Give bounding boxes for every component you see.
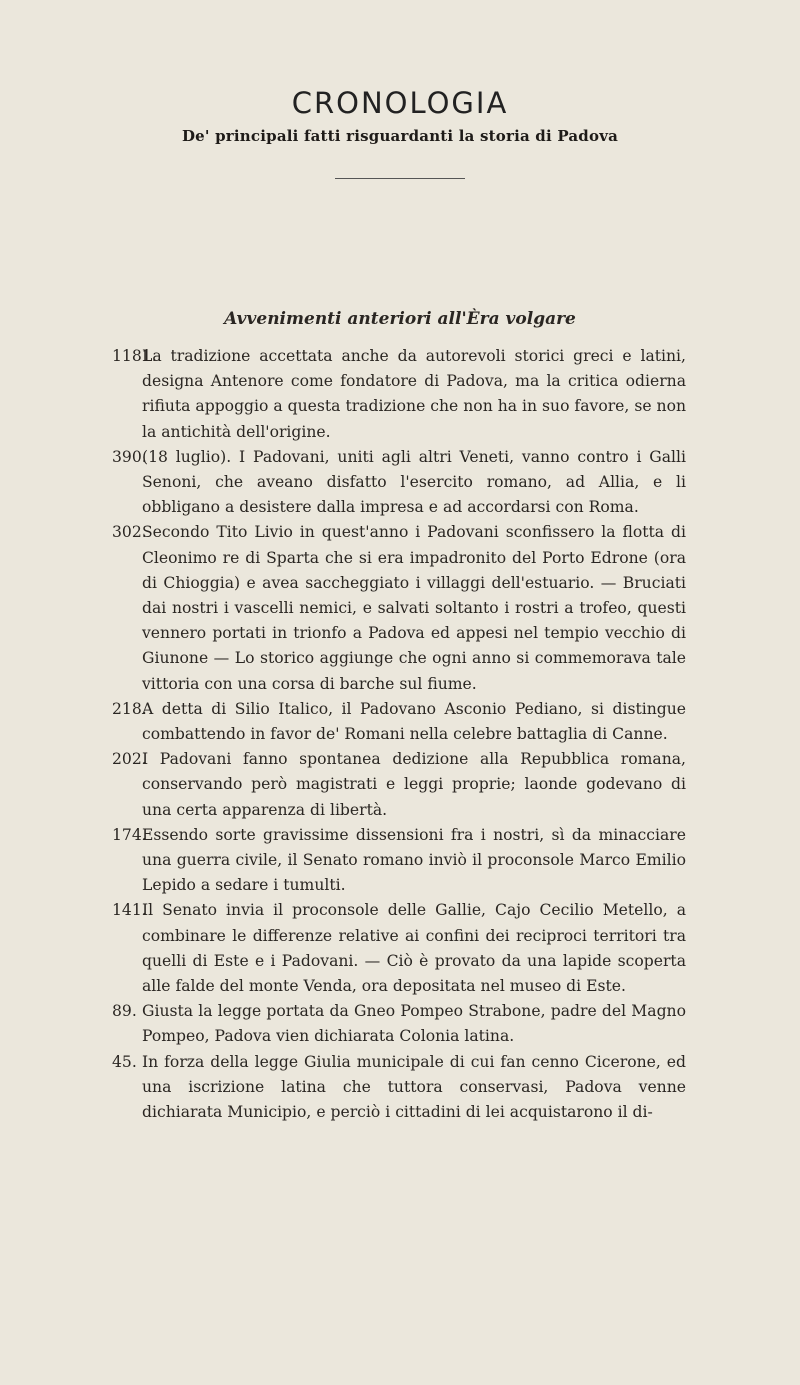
chronology-entry xyxy=(112,520,686,696)
chronology-entry xyxy=(112,344,686,445)
entry-year: 302 . xyxy=(112,520,147,545)
chronology-entry xyxy=(112,697,686,747)
entry-year: 174 . xyxy=(112,823,147,848)
section-heading: Avvenimenti anteriori all'Èra volgare xyxy=(224,309,576,329)
entry-text: A detta di Silio Italico, il Padovano Asconio Pediano, si distingue combattendo in favor de' Romani nella celebre battaglia di Canne. xyxy=(142,699,686,744)
entry-year: 1181 . xyxy=(112,344,157,369)
entry-year: 202 . xyxy=(112,747,147,772)
chronology-entry xyxy=(112,747,686,823)
entry-text: Il Senato invia il proconsole delle Gallie, Cajo Cecilio Metello, a combinare le differenze relative ai confini dei reciproci territori tra quelli di Este e i Padovani. — Ciò è provato da una lapide scoperta alle falde del monte Venda, ora depositata nel museo di Este. xyxy=(142,901,686,996)
entry-year: 390 . xyxy=(112,445,147,470)
entry-text: (18 luglio). I Padovani, uniti agli altri Veneti, vanno contro i Galli Senoni, che aveano disfatto l'esercito romano, ad Allia, e li obbligano a desistere dalla impresa e ad accordarsi con Roma. xyxy=(142,447,686,517)
chronology-list xyxy=(112,344,686,1125)
page-title: CRONOLOGIA xyxy=(291,86,509,120)
chronology-entry xyxy=(112,445,686,521)
entry-text: Secondo Tito Livio in quest'anno i Padovani sconfissero la flotta di Cleonimo re di Sparta che si era impadronito del Porto Edrone (ora di Chioggia) e avea saccheggiato i villaggi dell'estuario. — Bruciati dai nostri i vascelli nemici, e salvati soltanto i rostri a trofeo, questi vennero portati in trionfo a Padova ed appesi nel tempio vecchio di Giunone — Lo storico aggiunge che ogni anno si commemorava tale vittoria con una corsa di barche sul fiume. xyxy=(142,523,686,693)
entry-text: La tradizione accettata anche da autorevoli storici greci e latini, designa Antenore come fondatore di Padova, ma la critica odierna rifiuta appoggio a questa tradizione che non ha in suo favore, se non la antichità dell'origine. xyxy=(142,347,686,441)
page-subtitle: De' principali fatti risguardanti la storia di Padova xyxy=(181,127,619,145)
entry-year: 45 . xyxy=(112,1050,137,1075)
entry-text: I Padovani fanno spontanea dedizione alla Repubblica romana, conservando però magistrati e leggi proprie; laonde godevano di una certa apparenza di libertà. xyxy=(142,750,686,819)
chronology-entry xyxy=(112,999,686,1049)
chronology-entry xyxy=(112,823,686,899)
entry-text: Essendo sorte gravissime dissensioni fra i nostri, sì da minacciare una guerra civile, il Senato romano inviò il proconsole Marco Emilio Lepido a sedare i tumulti. xyxy=(142,825,686,895)
entry-text: Giusta la legge portata da Gneo Pompeo Strabone, padre del Magno Pompeo, Padova vien dichiarata Colonia latina. xyxy=(142,1002,686,1046)
entry-year: 89 . xyxy=(112,999,137,1024)
chronology-entry xyxy=(112,1050,686,1126)
entry-text: In forza della legge Giulia municipale di cui fan cenno Cicerone, ed una iscrizione latina che tuttora conservasi, Padova venne dichiarata Municipio, e perciò i cittadini di lei acquistarono il di- xyxy=(142,1052,686,1122)
entry-year: 141 . xyxy=(112,898,147,923)
title-divider xyxy=(335,178,465,179)
entry-year: 218 . xyxy=(112,697,147,722)
chronology-entry xyxy=(112,898,686,999)
